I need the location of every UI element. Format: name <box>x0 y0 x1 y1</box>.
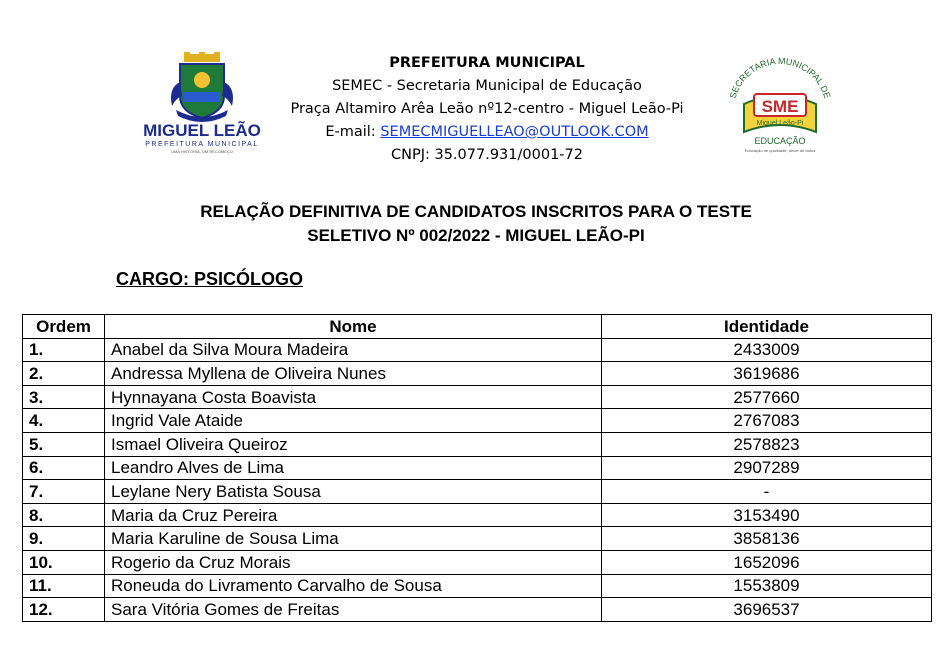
table-header-row <box>23 315 932 339</box>
logo-name: MIGUEL LEÃO <box>143 121 261 140</box>
table-row <box>23 503 932 527</box>
table-row <box>23 598 932 622</box>
order-cell: 11. <box>23 574 105 598</box>
title-line-1: RELAÇÃO DEFINITIVA DE CANDIDATOS INSCRITOS PARA O TESTE <box>200 202 752 221</box>
column-header-identidade: Identidade <box>602 315 932 339</box>
order-cell: 4. <box>23 409 105 433</box>
name-cell: Leandro Alves de Lima <box>105 456 602 480</box>
table-row <box>23 550 932 574</box>
table-row <box>23 338 932 362</box>
identity-cell: 3858136 <box>602 527 932 551</box>
table-row <box>23 456 932 480</box>
email-link[interactable]: SEMECMIGUELLEAO@OUTLOOK.COM <box>380 124 649 140</box>
identity-cell: 1553809 <box>602 574 932 598</box>
identity-cell: 2767083 <box>602 409 932 433</box>
municipal-logo <box>140 52 264 160</box>
address: Praça Altamiro Arêa Leão nº12-centro - Miguel Leão-Pi <box>290 101 684 117</box>
table-row <box>23 385 932 409</box>
sme-city: Miguel Leão-Pi <box>756 120 804 127</box>
name-cell: Roneuda do Livramento Carvalho de Sousa <box>105 574 602 598</box>
order-cell: 5. <box>23 432 105 456</box>
name-cell: Ismael Oliveira Queiroz <box>105 432 602 456</box>
email-label: E-mail: <box>325 124 376 140</box>
document-title <box>0 200 952 248</box>
name-cell: Andressa Myllena de Oliveira Nunes <box>105 362 602 386</box>
column-header-nome: Nome <box>105 315 602 339</box>
order-cell: 2. <box>23 362 105 386</box>
sme-word: EDUCAÇÃO <box>754 136 806 146</box>
identity-cell: - <box>602 480 932 504</box>
table-row <box>23 362 932 386</box>
department: SEMEC - Secretaria Municipal de Educação <box>332 78 642 94</box>
org-name: PREFEITURA MUNICIPAL <box>389 55 585 71</box>
table-row <box>23 432 932 456</box>
order-cell: 9. <box>23 527 105 551</box>
logo-tagline: UMA HISTÓRIA, UM RECOMEÇO <box>171 149 233 154</box>
order-cell: 6. <box>23 456 105 480</box>
order-cell: 8. <box>23 503 105 527</box>
cargo-heading: CARGO: PSICÓLOGO <box>116 269 304 289</box>
column-header-ordem: Ordem <box>23 315 105 339</box>
name-cell: Hynnayana Costa Boavista <box>105 385 602 409</box>
identity-cell: 2907289 <box>602 456 932 480</box>
table-body <box>23 338 932 621</box>
identity-cell: 3619686 <box>602 362 932 386</box>
sme-logo <box>720 48 840 162</box>
identity-cell: 2433009 <box>602 338 932 362</box>
order-cell: 10. <box>23 550 105 574</box>
order-cell: 1. <box>23 338 105 362</box>
sme-arc-text: SECRETARIA MUNICIPAL DE <box>727 55 833 100</box>
name-cell: Maria da Cruz Pereira <box>105 503 602 527</box>
table-row <box>23 527 932 551</box>
letterhead <box>262 52 712 167</box>
coat-of-arms-icon <box>140 52 264 160</box>
name-cell: Ingrid Vale Ataide <box>105 409 602 433</box>
identity-cell: 2577660 <box>602 385 932 409</box>
sme-motto: Educação de qualidade, dever de todos <box>744 148 816 153</box>
candidates-table <box>22 314 932 622</box>
title-line-2: SELETIVO Nº 002/2022 - MIGUEL LEÃO-PI <box>307 226 645 245</box>
identity-cell: 3153490 <box>602 503 932 527</box>
name-cell: Rogerio da Cruz Morais <box>105 550 602 574</box>
table-row <box>23 409 932 433</box>
identity-cell: 2578823 <box>602 432 932 456</box>
name-cell: Maria Karuline de Sousa Lima <box>105 527 602 551</box>
logo-sub: PREFEITURA MUNICIPAL <box>145 141 259 148</box>
name-cell: Anabel da Silva Moura Madeira <box>105 338 602 362</box>
name-cell: Sara Vitória Gomes de Freitas <box>105 598 602 622</box>
email-line <box>262 121 712 144</box>
sme-emblem-icon <box>720 48 840 162</box>
table-row <box>23 480 932 504</box>
identity-cell: 3696537 <box>602 598 932 622</box>
sme-abbr: SME <box>761 97 799 116</box>
order-cell: 3. <box>23 385 105 409</box>
table-row <box>23 574 932 598</box>
identity-cell: 1652096 <box>602 550 932 574</box>
name-cell: Leylane Nery Batista Sousa <box>105 480 602 504</box>
order-cell: 7. <box>23 480 105 504</box>
cnpj: CNPJ: 35.077.931/0001-72 <box>391 147 583 163</box>
order-cell: 12. <box>23 598 105 622</box>
